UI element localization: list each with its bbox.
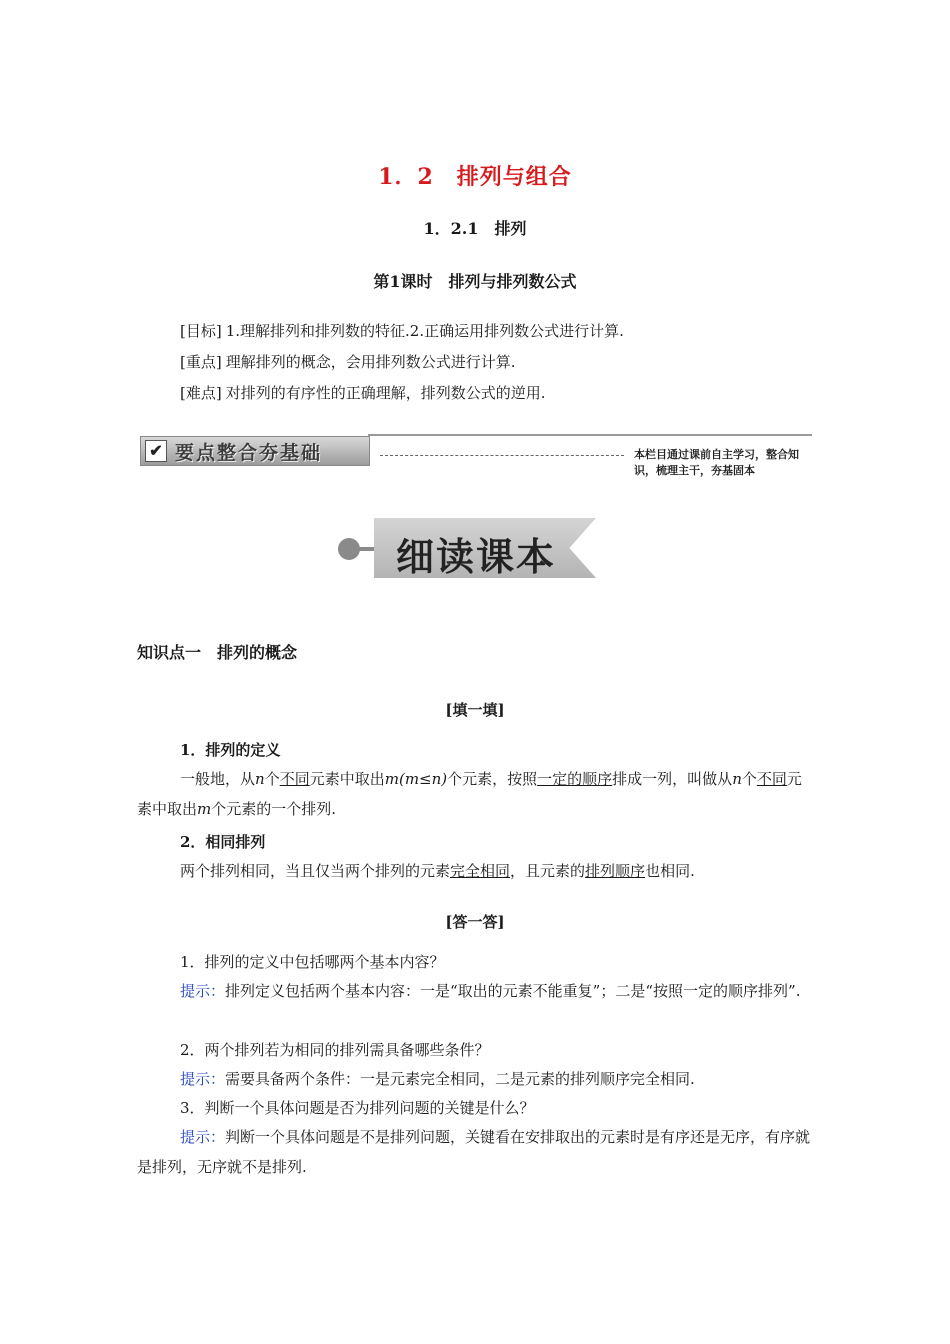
def-underline: 一定的顺序 <box>537 770 613 788</box>
page-title: 1．2 排列与组合 <box>378 164 572 190</box>
def-text: 个元素，按照 <box>447 770 538 788</box>
banner-top-line <box>368 434 812 436</box>
goal-target-tag: [目标] <box>180 322 222 340</box>
same-text: 两个排列相同，当且仅当两个排列的元素 <box>180 862 451 880</box>
knowledge-point-heading: 知识点一 排列的概念 <box>137 643 298 662</box>
answer-heading: [答一答] <box>445 913 505 931</box>
ribbon-label: 细读课本 <box>396 535 557 579</box>
hint-label: 提示： <box>180 982 226 1000</box>
definition-paragraph <box>137 764 813 824</box>
answer-3-text: 判断一个具体问题是不是排列问题，关键看在安排取出的元素时是有序还是无序，有序就是排列，无序就不是排列. <box>137 1128 811 1176</box>
fill-heading: [填一填] <box>445 701 505 719</box>
goal-target-text: 1.理解排列和排列数的特征.2.正确运用排列数公式进行计算. <box>225 322 624 340</box>
answer-1 <box>137 976 813 1006</box>
def-underline: 不同 <box>756 770 787 788</box>
answer-3 <box>137 1122 813 1182</box>
hint-label: 提示： <box>180 1070 226 1088</box>
banner-box <box>140 436 370 466</box>
ribbon-dot-icon <box>338 538 360 560</box>
def-text: 一般地，从 <box>180 770 256 788</box>
def-text: 元素中取出 <box>137 770 802 818</box>
answer-2-text: 需要具备两个条件：一是元素完全相同，二是元素的排列顺序完全相同. <box>225 1070 695 1088</box>
banner-dash-line <box>380 455 624 456</box>
goal-hard-text: 对排列的有序性的正确理解，排列数公式的逆用. <box>225 384 546 402</box>
answer-2 <box>137 1064 813 1094</box>
var-m: m <box>384 770 399 788</box>
same-underline: 完全相同 <box>450 862 511 880</box>
goal-hard <box>180 382 546 403</box>
question-1: 1．排列的定义中包括哪两个基本内容？ <box>180 953 445 971</box>
question-3: 3．判断一个具体问题是否为排列问题的关键是什么？ <box>180 1099 535 1117</box>
goal-key-tag: [重点] <box>180 353 222 371</box>
def-text: 个 <box>741 770 757 788</box>
def-text: 个元素的一个排列. <box>211 800 337 818</box>
banner-note: 本栏目通过课前自主学习，整合知识，梳理主干，夯基固本 <box>634 448 799 477</box>
goal-target <box>180 320 624 341</box>
definition-title: 1．排列的定义 <box>180 741 281 759</box>
ribbon-heading <box>338 518 610 580</box>
goal-key-text: 理解排列的概念，会用排列数公式进行计算. <box>225 353 516 371</box>
same-title: 2．相同排列 <box>180 833 266 851</box>
same-text: 也相同. <box>645 862 695 880</box>
banner-title: 要点整合夯基础 <box>175 442 323 464</box>
same-underline: 排列顺序 <box>585 862 646 880</box>
goal-key <box>180 351 516 372</box>
section-title: 1．2.1 排列 <box>423 219 527 238</box>
def-underline: 不同 <box>279 770 310 788</box>
goal-hard-tag: [难点] <box>180 384 222 402</box>
lesson-title: 第1课时 排列与排列数公式 <box>373 272 577 291</box>
def-text: 个 <box>264 770 280 788</box>
same-paragraph <box>137 856 813 886</box>
question-2: 2．两个排列若为相同的排列需具备哪些条件？ <box>180 1041 490 1059</box>
var-n: n <box>732 770 742 788</box>
def-condition: (m≤n) <box>398 770 448 788</box>
def-text: 排成一列，叫做从 <box>612 770 733 788</box>
var-n: n <box>255 770 265 788</box>
same-text: ，且元素的 <box>510 862 586 880</box>
section-banner <box>140 434 812 477</box>
var-m: m <box>197 800 212 818</box>
def-text: 元素中取出 <box>309 770 385 788</box>
answer-1-text: 排列定义包括两个基本内容：一是“取出的元素不能重复”；二是“按照一定的顺序排列”. <box>225 982 801 1000</box>
checkmark-icon: ✔ <box>145 440 167 462</box>
hint-label: 提示： <box>180 1128 226 1146</box>
